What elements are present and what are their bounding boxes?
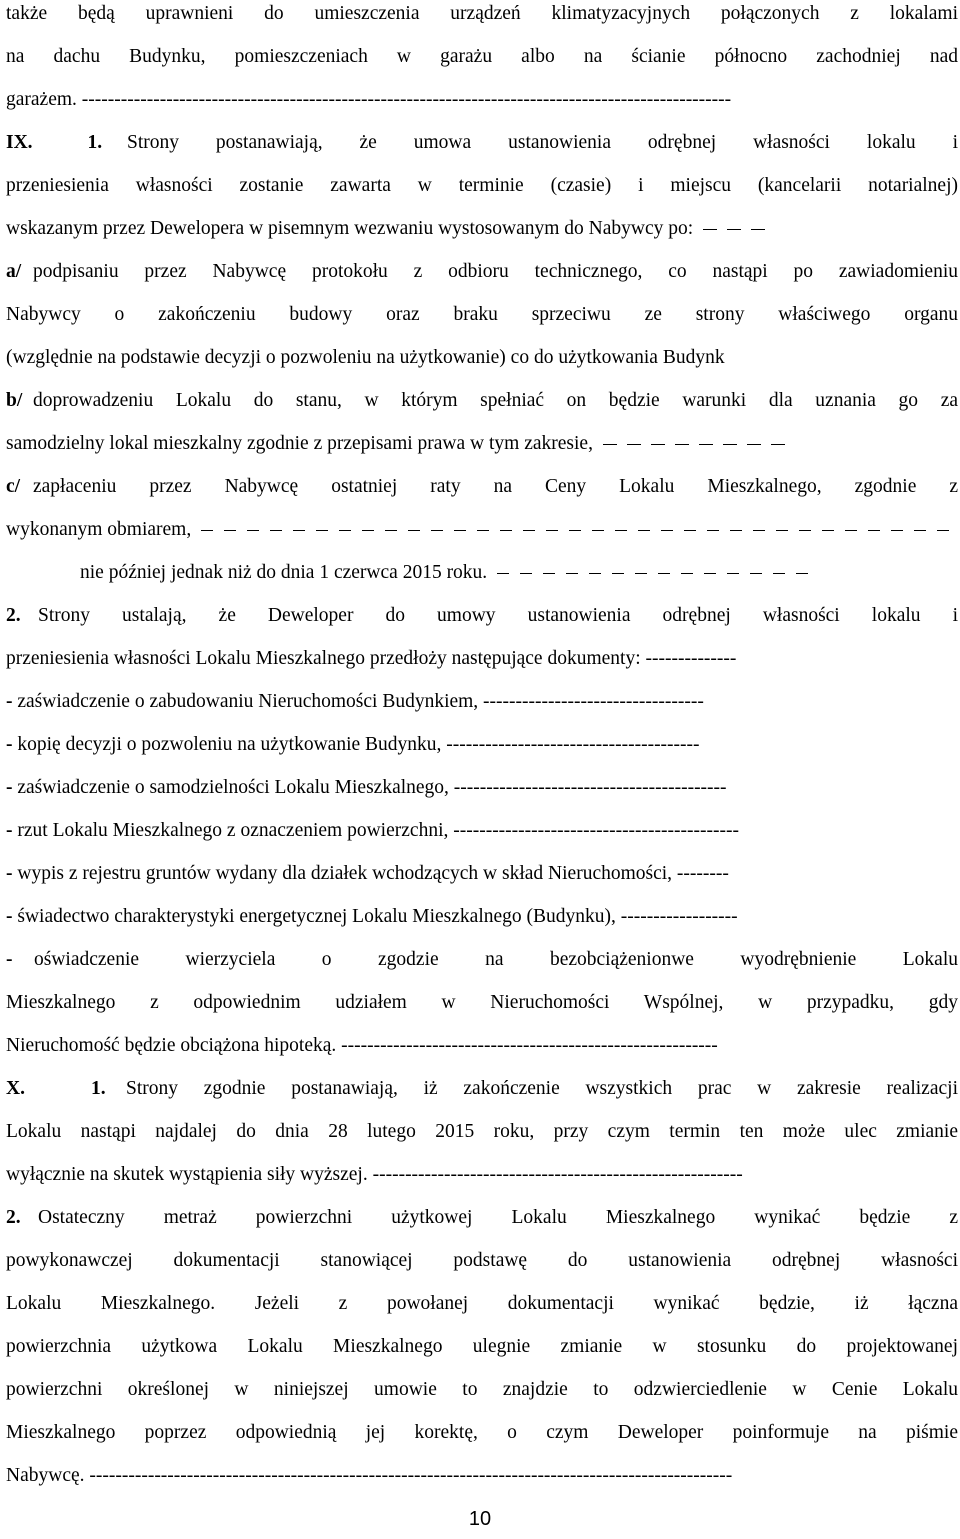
text-line-with-dashes xyxy=(6,508,958,551)
text-line: Nabywcy o zakończeniu budowy oraz braku sprzeciwu ze strony właściwego organu xyxy=(6,304,958,325)
dash-marker: - xyxy=(6,691,13,712)
dash-marker: - xyxy=(6,863,13,884)
list-item-c xyxy=(6,465,958,508)
text-line: Mieszkalnego z odpowiednim udziałem w Nieruchomości Wspólnej, w przypadku, gdy xyxy=(6,992,958,1013)
dash-marker: - xyxy=(6,906,13,927)
text-line: wykonanym obmiarem, xyxy=(6,519,192,540)
item-marker: a/ xyxy=(6,261,22,282)
paragraph-2-start xyxy=(6,1196,958,1239)
section-ix-paragraph-start xyxy=(6,121,958,164)
text-line: Strony ustalają, że Deweloper do umowy ustanowienia odrębnej własności lokalu i xyxy=(38,605,958,626)
section-number: X. xyxy=(6,1078,25,1099)
text-line: wskazanym przez Dewelopera w pisemnym wezwaniu wystosowanym do Nabywcy po: xyxy=(6,218,694,239)
text-line: samodzielny lokal mieszkalny zgodnie z przepisami prawa w tym zakresie, xyxy=(6,433,593,454)
item-marker: b/ xyxy=(6,390,23,411)
text-line: powykonawczej dokumentacji stanowiącej podstawę do ustanowienia odrębnej własności xyxy=(6,1250,958,1271)
item-marker: c/ xyxy=(6,476,21,497)
dash-marker: - xyxy=(6,820,13,841)
list-item-a xyxy=(6,250,958,293)
list-item-dash xyxy=(6,809,958,852)
text-line: powierzchni określonej w niniejszej umowie to znajdzie to odzwierciedlenie w Cenie Lokalu xyxy=(6,1379,958,1400)
text-line-with-dashes xyxy=(6,207,958,250)
text-line-with-dashes xyxy=(6,422,958,465)
text-line: nie później jednak niż do dnia 1 czerwca 2015 roku. xyxy=(80,562,488,583)
dash-marker: - xyxy=(6,949,13,970)
dash-marker: - xyxy=(6,777,13,798)
text-line: zaświadczenie o zabudowaniu Nieruchomości Budynkiem, ---------------------------------- xyxy=(17,691,704,712)
text-line: podpisaniu przez Nabywcę protokołu z odbioru technicznego, co nastąpi po zawiadomieniu xyxy=(33,261,958,282)
text-line: Ostateczny metraż powierzchni użytkowej Lokalu Mieszkalnego wynikać będzie z xyxy=(38,1207,958,1228)
text-line: rzut Lokalu Mieszkalnego z oznaczeniem powierzchni, -------------------------------------------- xyxy=(17,820,739,841)
list-item-dash xyxy=(6,723,958,766)
text-line: Lokalu nastąpi najdalej do dnia 28 lutego 2015 roku, przy czym termin ten może ulec zmianie xyxy=(6,1121,958,1142)
text-line: powierzchnia użytkowa Lokalu Mieszkalnego ulegnie zmianie w stosunku do projektowanej xyxy=(6,1336,958,1357)
list-item-dash xyxy=(6,680,958,723)
page-number: 10 xyxy=(468,1508,492,1530)
text-line: wypis z rejestru gruntów wydany dla działek wchodzących w skład Nieruchomości, -------- xyxy=(17,863,729,884)
list-item-dash xyxy=(6,895,958,938)
paragraph-number: 2. xyxy=(6,1207,21,1228)
text-line: zapłaceniu przez Nabywcę ostatniej raty na Ceny Lokalu Mieszkalnego, zgodnie z xyxy=(33,476,958,497)
text-line: przeniesienia własności zostanie zawarta w terminie (czasie) i miejscu (kancelarii notarialnej) xyxy=(6,175,958,196)
text-line: na dachu Budynku, pomieszczeniach w garażu albo na ścianie północno zachodniej nad xyxy=(6,46,958,67)
list-item-dash xyxy=(6,852,958,895)
text-line: świadectwo charakterystyki energetycznej Lokalu Mieszkalnego (Budynku), ------------------ xyxy=(17,906,738,927)
section-number: IX. xyxy=(6,132,33,153)
paragraph-number: 1. xyxy=(90,1078,106,1099)
paragraph-number: 1. xyxy=(87,132,103,153)
text-line: oświadczenie wierzyciela o zgodzie na bezobciążenionwe wyodrębnienie Lokalu xyxy=(34,949,958,970)
text-line: Strony zgodnie postanawiają, iż zakończenie wszystkich prac w zakresie realizacji xyxy=(126,1078,958,1099)
text-line: wyłącznie na skutek wystąpienia siły wyższej. --------------------------------------------------------- xyxy=(6,1164,743,1185)
text-line: także będą uprawnieni do umieszczenia urządzeń klimatyzacyjnych połączonych z lokalami xyxy=(6,3,958,24)
text-line: Mieszkalnego poprzez odpowiednią jej korektę, o czym Deweloper poinformuje na piśmie xyxy=(6,1422,958,1443)
text-line: zaświadczenie o samodzielności Lokalu Mieszkalnego, ------------------------------------------ xyxy=(17,777,727,798)
list-item-b xyxy=(6,379,958,422)
text-line: garażem. ---------------------------------------------------------------------------------------------------- xyxy=(6,89,732,110)
text-line: Strony postanawiają, że umowa ustanowienia odrębnej własności lokalu i xyxy=(127,132,958,153)
text-line: Lokalu Mieszkalnego. Jeżeli z powołanej dokumentacji wynikać będzie, iż łączna xyxy=(6,1293,958,1314)
dash-marker: - xyxy=(6,734,13,755)
paragraph-2-start xyxy=(6,594,958,637)
text-line: kopię decyzji o pozwoleniu na użytkowanie Budynku, --------------------------------------- xyxy=(17,734,700,755)
list-item-dash xyxy=(6,766,958,809)
text-line: Nabywcę. --------------------------------------------------------------------------------------------------- xyxy=(6,1465,733,1486)
text-line: Nieruchomość będzie obciążona hipoteką. ---------------------------------------------------------- xyxy=(6,1035,718,1056)
paragraph-number: 2. xyxy=(6,605,21,626)
text-line: (względnie na podstawie decyzji o pozwoleniu na użytkowanie) co do użytkowania Budynk xyxy=(6,347,725,368)
text-line: doprowadzeniu Lokalu do stanu, w którym spełniać on będzie warunki dla uznania go za xyxy=(33,390,958,411)
text-line: przeniesienia własności Lokalu Mieszkalnego przedłoży następujące dokumenty: -------------- xyxy=(6,648,737,669)
list-item-dash xyxy=(6,938,958,981)
section-x-paragraph-start xyxy=(6,1067,958,1110)
text-line-with-dashes xyxy=(6,551,958,594)
